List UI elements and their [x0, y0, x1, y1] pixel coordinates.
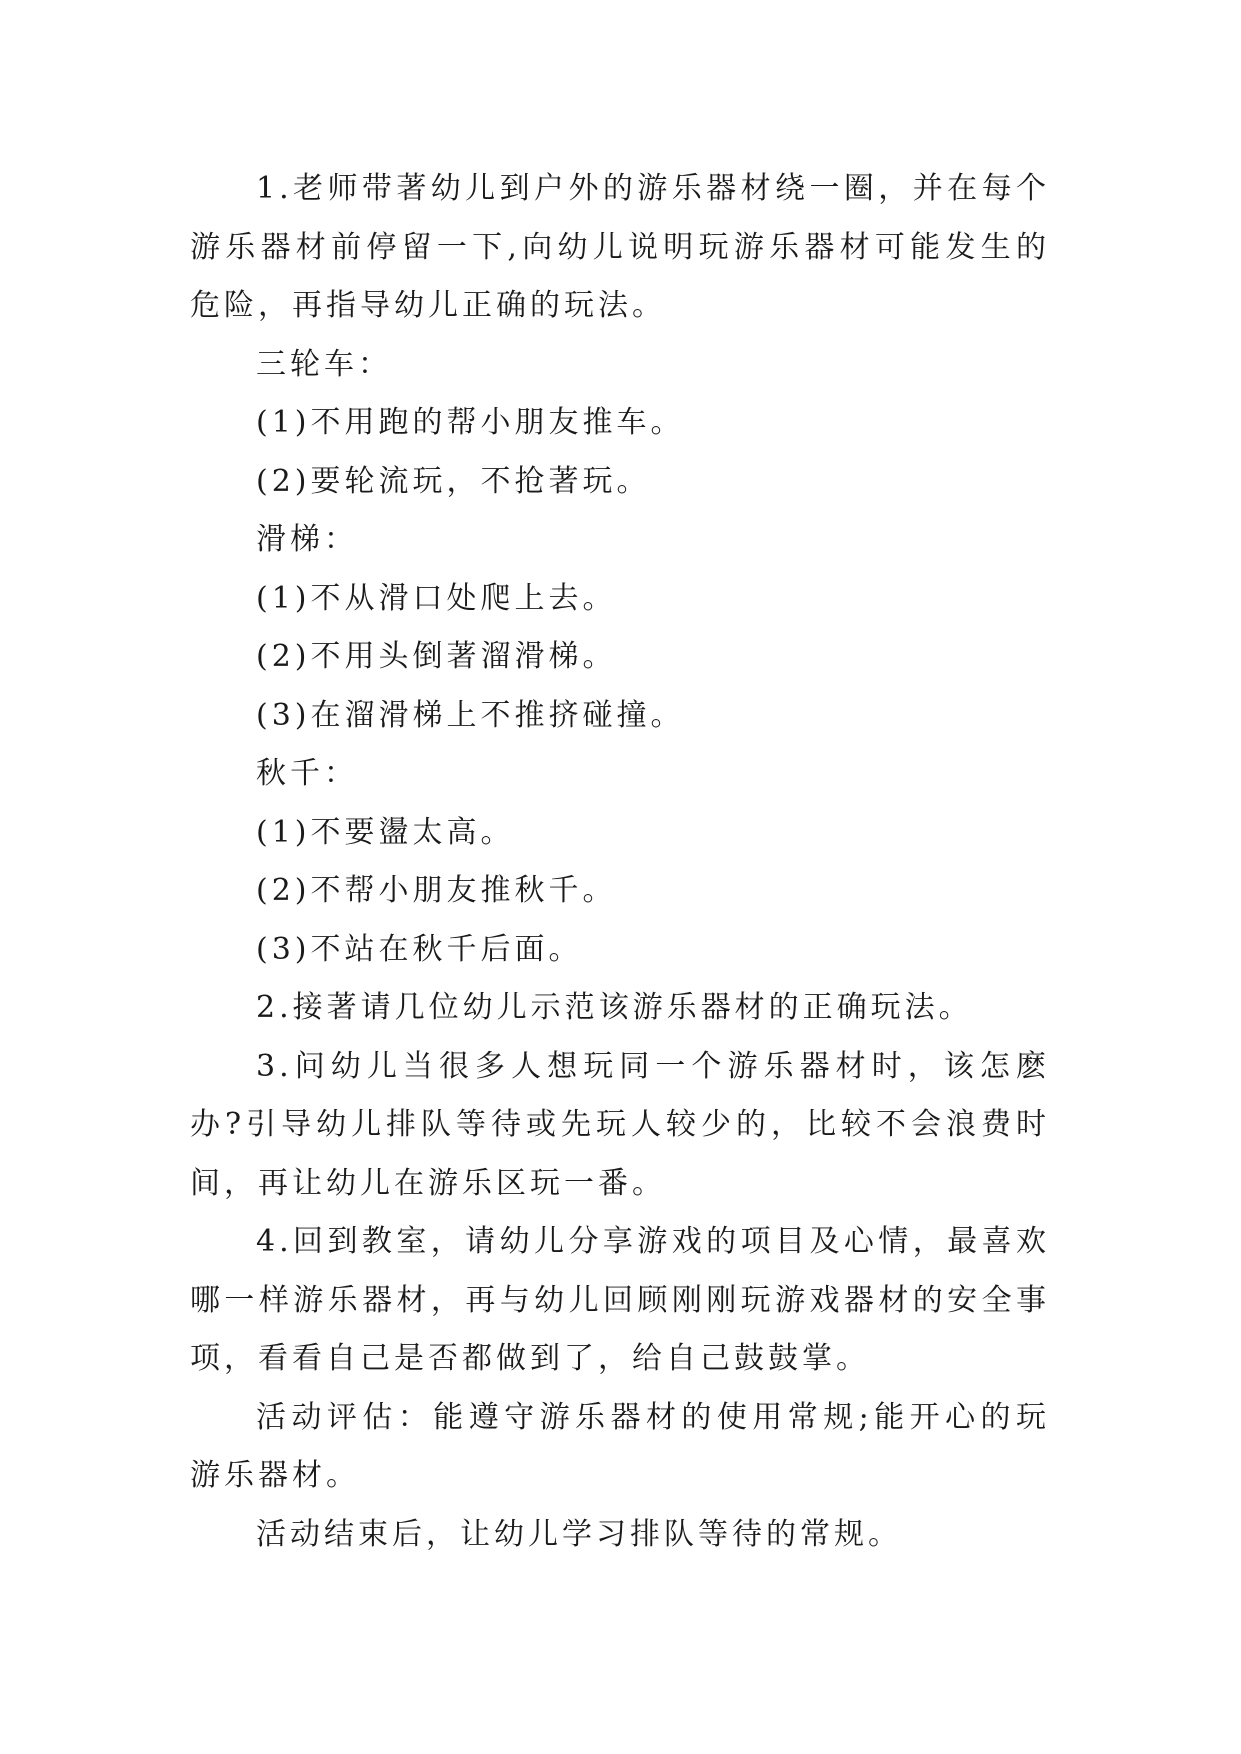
heading-slide: 滑梯： — [256, 522, 358, 557]
heading-swing: 秋千： — [256, 756, 358, 791]
swing-rule-2: (2)不帮小朋友推秋千。 — [256, 873, 617, 908]
tricycle-rule-2: (2)要轮流玩，不抢著玩。 — [256, 463, 651, 499]
paragraph-step-3: 3.问幼儿当很多人想玩同一个游乐器材时，该怎麽办?引导幼儿排队等待或先玩人较少的，比较不会浪费时间，再让幼儿在游乐区玩一番。 — [190, 1048, 1050, 1201]
slide-rule-1: (1)不从滑口处爬上去。 — [256, 580, 617, 616]
swing-rule-1: (1)不要盪太高。 — [256, 814, 515, 850]
paragraph-closing: 活动结束后，让幼儿学习排队等待的常规。 — [256, 1516, 902, 1552]
paragraph-step-4: 4.回到教室，请幼儿分享游戏的项目及心情，最喜欢哪一样游乐器材，再与幼儿回顾刚刚玩游戏器材的安全事项，看看自己是否都做到了，给自己鼓鼓掌。 — [190, 1224, 1050, 1376]
tricycle-rule-1: (1)不用跑的帮小朋友推车。 — [256, 405, 685, 440]
paragraph-step-1: 1.老师带著幼儿到户外的游乐器材绕一圈，并在每个游乐器材前停留一下,向幼儿说明玩游乐器材可能发生的危险，再指导幼儿正确的玩法。 — [190, 171, 1050, 323]
paragraph-step-2: 2.接著请几位幼儿示范该游乐器材的正确玩法。 — [256, 990, 973, 1025]
document-body — [190, 160, 1050, 1564]
slide-rule-2: (2)不用头倒著溜滑梯。 — [256, 639, 617, 674]
paragraph-evaluation: 活动评估：能遵守游乐器材的使用常规;能开心的玩游乐器材。 — [190, 1399, 1050, 1493]
slide-rule-3: (3)在溜滑梯上不推挤碰撞。 — [256, 697, 685, 733]
heading-tricycle: 三轮车： — [256, 346, 392, 382]
swing-rule-3: (3)不站在秋千后面。 — [256, 931, 583, 967]
